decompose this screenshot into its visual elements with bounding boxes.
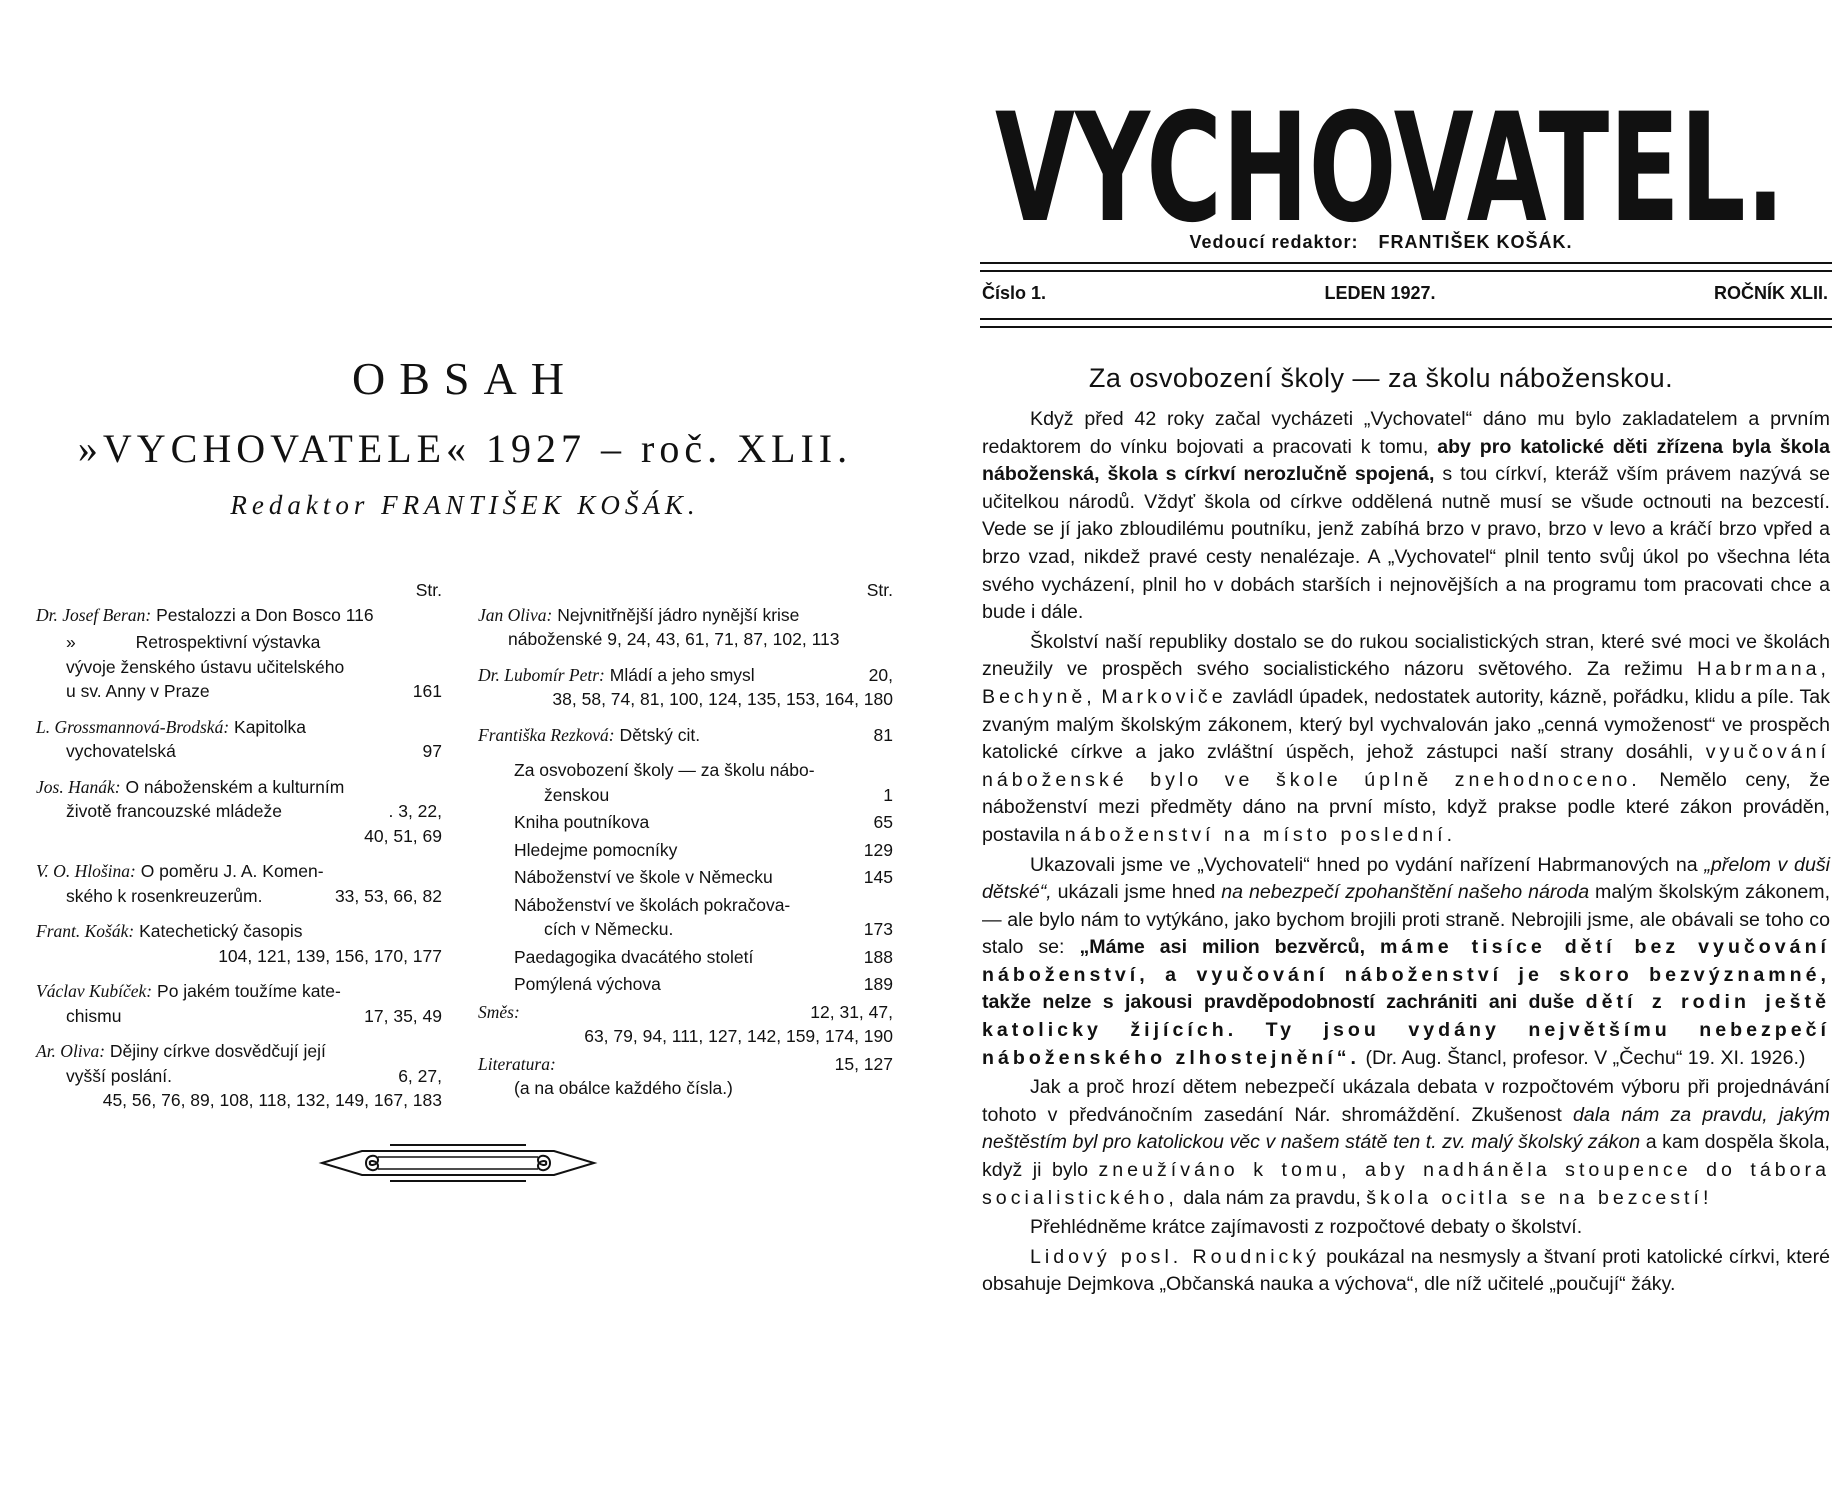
toc-line: Náboženství ve škole v Německu [514,867,773,887]
toc-line: Kapitolka [234,716,307,737]
toc-line: náboženské 9, 24, 43, 61, 71, 87, 102, 113 [508,629,840,649]
quote-run: takže nelze s jakousi pravděpodobností zachrániti ani duše [982,991,1575,1014]
toc-line: Kniha poutníkova [514,812,650,832]
spaced-run: vyučování náboženské bylo ve škole úplně znehodnoceno. [982,741,1830,791]
quote-run: „Máme asi milion bezvěrců, [1079,936,1366,959]
text-run: s tou církví, kteráž vším právem nazývá se učitelkou národů. Vždyť škola od církve oddělená nutně musí se všude octnouti na bezcestí. Vede se jí jako zbloudilému poutníku, jenž zabíhá brzo v pravo, brzo v levo a kráčí brzo vpřed a brzo vzad, nikdež pravé cesty nenalézaje. A „Vychovatel“ plnil tento svůj úkol po všechna léta svého vycházení, plnil ho v dobách starších i nejnovějších a na programu tom pracovati chce a bude i dále. [982,463,1830,624]
toc-line: Za osvobození školy — za školu nábo- [514,760,815,780]
toc-author: Ar. Oliva: [36,1041,106,1061]
quote-run: dětí z rodin ještě katolicky žijících. Ty jsou vydány největšímu nebezpečí náboženského zlhostejnění“. [982,991,1830,1069]
toc-author: Dr. Josef Beran: [36,604,152,625]
issue-date: LEDEN 1927. [1324,283,1436,303]
toc-line: Dějiny církve dosvědčují její [109,1041,326,1061]
toc-line: chismu [66,1005,122,1026]
toc-page: 1 [883,784,893,805]
toc-entry [36,715,442,764]
ornament-divider-icon [318,1140,598,1186]
spaced-run: Bechyně, [982,685,1096,708]
toc-page: 17, 35, 49 [364,1005,442,1026]
toc-entry [478,1000,893,1049]
editor-line [930,232,1832,253]
masthead-title: VYCHOVATEL. [995,88,1785,238]
citation-run: (Dr. Aug. Štancl, profesor. V „Čechu“ 19. XI. 1926.) [1365,1046,1806,1069]
toc-page: 173 [863,919,893,939]
toc-author: Václav Kubíček: [36,981,153,1001]
issue-line [982,283,1828,304]
toc-line: vyšší poslání. [66,1065,173,1086]
toc-line: Po jakém toužíme kate- [157,981,341,1001]
toc-entry [478,723,893,748]
paragraph [982,852,1830,1073]
toc-entry [478,865,893,890]
paragraph [982,1074,1830,1212]
toc-entry [478,810,893,835]
toc-line: ského k rosenkreuzerům. [66,885,263,906]
text-run: Nemělo ceny, že náboženství mezi předměty dáno na první místo, když prakse podle které zákon prováděn, postavila [982,768,1830,846]
toc-page: 129 [863,839,893,860]
toc-line: Dětský cit. [619,724,701,745]
editor-name: FRANTIŠEK KOŠÁK. [1378,232,1573,252]
toc-left-column [36,578,442,1124]
toc-author: V. O. Hlošina: [36,861,136,881]
editor-label: Vedoucí redaktor: [1189,232,1359,252]
quote-run: máme tisíce dětí bez vyučování náboženství, a vyučování náboženství je skoro bezvýznamné, [982,936,1830,986]
toc-entry [478,1052,893,1101]
spaced-run: Habrmana, [1697,658,1830,681]
text-run: a kam dospěla škola, když ji bylo [982,1131,1830,1182]
article-title: Za osvobození školy — za školu náboženskou. [1088,363,1674,393]
text-run: Ukazovali jsme ve „Vychovateli“ hned po vydání nařízení Habrmanových na [1030,853,1698,876]
paragraph [982,629,1830,850]
bold-run: aby pro katolické děti zřízena byla škola náboženská, škola s církví nerozlučně spojená, [982,435,1830,486]
toc-line: vývoje ženského ústavu učitelského [66,656,345,677]
str-label: Str. [866,580,893,600]
issue-number: Číslo 1. [982,283,1047,303]
toc-page: 6, 27, [398,1065,442,1086]
toc-page: 20, [868,664,893,685]
issue-volume: ROČNÍK XLII. [1713,283,1828,303]
text-run: Školství naší republiky dostalo se do rukou socialistických stran, které své moci ve školách zneužily ve prospěch svého socialistického názoru světového. Za režimu [982,630,1830,681]
text-run: Jak a proč hrozí dětem nebezpečí ukázala debata v rozpočtovém výboru při projednávání tohoto v předvánočním zasedání Nár. shromáždění. Zkušenost [982,1076,1830,1126]
paragraph [982,406,1830,627]
text-run: Když před 42 roky začal vycházeti „Vychovatel“ dáno mu bylo zakladatelem a prvním redaktorem do vínku bojovati a pracovati k tomu, [982,408,1830,458]
toc-author: Dr. Lubomír Petr: [478,664,605,685]
toc-page: 145 [863,867,893,887]
toc-author: Františka Rezková: [478,724,615,745]
toc-entry [478,972,893,997]
toc-line: Hledejme pomocníky [514,839,678,860]
italic-run: na nebezpečí zpohanštění našeho národa [1221,881,1590,904]
toc-line: O náboženském a kulturním [125,776,345,797]
toc-line: ženskou [544,784,610,805]
toc-author: Jos. Hanák: [36,776,121,797]
toc-author: Směs: [478,1001,520,1022]
toc-page: . 3, 22, [388,801,442,821]
toc-line: životě francouzské mládeže [66,801,282,821]
rule-top-2 [980,270,1832,272]
paragraph [982,1244,1830,1299]
spaced-run: škola ocitla se na bezcestí! [1366,1186,1713,1209]
toc-entry [36,919,442,968]
toc-page: 63, 79, 94, 111, 127, 142, 159, 174, 190 [584,1026,893,1046]
toc-page: 45, 56, 76, 89, 108, 118, 132, 149, 167, 183 [102,1090,442,1110]
toc-line: O poměru J. A. Komen- [140,861,324,881]
toc-page: 33, 53, 66, 82 [334,885,442,906]
toc-line: Katechetický časopis [139,921,303,941]
article-body [982,406,1830,1299]
right-page [930,0,1832,1500]
toc-author: Literatura: [478,1053,556,1074]
toc-page: 38, 58, 74, 81, 100, 124, 135, 153, 164, 180 [552,689,893,709]
toc-page: 161 [412,681,442,701]
toc-author: L. Grossmannová-Brodská: [36,716,230,737]
toc-entry [478,945,893,970]
obsah-editor: Redaktor FRANTIŠEK KOŠÁK. [230,490,700,520]
toc-line: Retrospektivní výstavka [135,632,321,652]
text-run: poukázal na nesmysly a štvaní proti katolické církvi, které obsahuje Dejmkova „Občanská nauka a výchova“, dle níž učitelé „poučují“ žáky. [982,1245,1830,1296]
toc-page: 189 [863,974,893,994]
text-run: zavládl úpadek, nedostatek autority, kázně, pořádku, klidu a píle. Tak zvaným malým školským zákonem, který byl vychvalován jako „cenná vymoženost“ ve prospěch katolické církve a jako zvláštní úspěch, jehož zástupci naší strany dosáhli, [982,685,1830,764]
toc-page: 97 [422,741,442,761]
toc-entry [36,603,442,628]
text-run: ukázali jsme hned [1057,881,1216,904]
rule-bottom-2 [980,326,1832,328]
paragraph: Přehlédněme krátce zajímavosti z rozpočtové debaty o školství. [1030,1216,1583,1239]
toc-author: Frant. Košák: [36,921,135,941]
obsah-subtitle: »VYCHOVATELE« 1927 – roč. XLII. [77,426,853,471]
toc-entry [478,758,893,807]
toc-line: Paedagogika dvacátého století [514,946,754,967]
spaced-run: náboženství na místo poslední. [1064,823,1457,846]
rule-bottom-1 [980,318,1832,320]
spaced-run: zneužíváno k tomu, aby nadháněla stoupence do tábora socialistického, [982,1159,1830,1209]
toc-entry [478,893,893,942]
toc-line: Pomýlená výchova [514,974,661,994]
toc-page: 81 [873,724,893,745]
toc-right-column [478,578,893,1112]
toc-entry [36,979,442,1028]
toc-entry [36,859,442,908]
toc-page: 40, 51, 69 [364,825,442,846]
toc-page: 104, 121, 139, 156, 170, 177 [218,945,442,966]
toc-line: cích v Německu. [544,919,674,939]
toc-entry [478,838,893,863]
spaced-run: Lidový posl. Roudnický [1030,1245,1320,1268]
rule-top-1 [980,262,1832,264]
toc-author: » [66,632,76,652]
toc-line: Náboženství ve školách pokračova- [514,894,791,915]
toc-entry [36,630,442,704]
toc-line: Mládí a jeho smysl [609,664,755,685]
toc-entry [36,775,442,849]
italic-run: dala nám za pravdu, jakým neštěstím byl pro katolickou věc v našem státě ten t. zv. malý školský zákon [982,1103,1830,1154]
text-run: dala nám za pravdu, [1183,1186,1361,1209]
toc-page: 65 [873,812,893,832]
italic-run: „přelom v duši dětské“, [982,853,1831,904]
str-label: Str. [415,580,442,600]
toc-page: 12, 31, 47, [810,1001,893,1022]
toc-line: vychovatelská [66,741,176,761]
spaced-run: Markoviče [1101,685,1227,708]
toc-entry [478,603,893,652]
toc-line: (a na obálce každého čísla.) [514,1078,733,1098]
toc-line: Pestalozzi a Don Bosco 116 [156,604,374,625]
toc-author: Jan Oliva: [478,604,553,625]
obsah-title: OBSAH [352,353,578,404]
toc-page: 15, 127 [834,1053,893,1074]
toc-line: Nejvnitřnější jádro nynější krise [557,604,800,625]
toc-page: 188 [863,946,893,967]
toc-line: u sv. Anny v Praze [66,681,210,701]
toc-entry [36,1039,442,1113]
masthead-logo [990,88,1790,238]
text-run: malým školským zákonem, — ale bylo nám to vytýkáno, jako bychom brojili proti straně. Nebrojili jsme, ale obávali se toho co stalo se: [982,881,1831,959]
toc-entry [478,663,893,712]
